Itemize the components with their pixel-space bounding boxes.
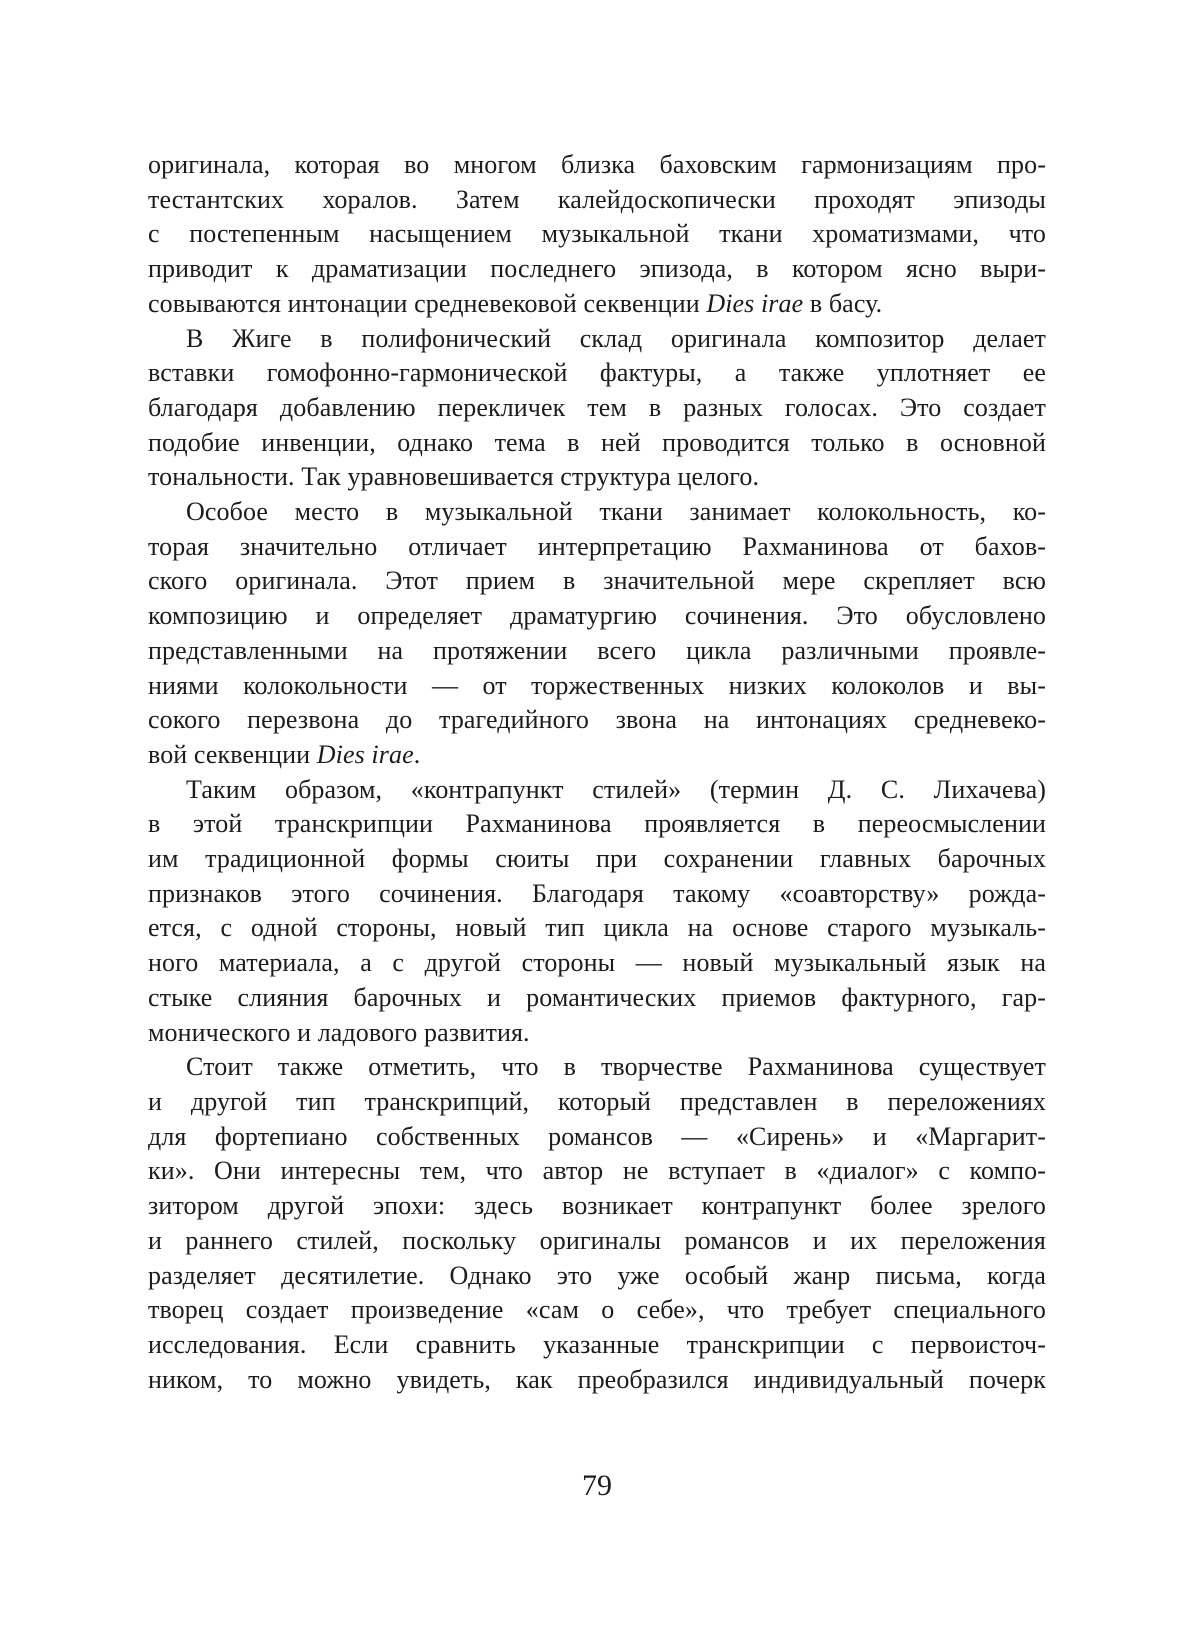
text-line: благодаря добавлению перекличек тем в разных голосах. Это создает [148, 392, 1046, 422]
text-line: Таким образом, «контрапункт стилей» (термин Д. С. Лихачева) [186, 774, 1046, 804]
text-line: признаков этого сочинения. Благодаря такому «соавторству» рожда- [148, 878, 1046, 908]
text-line: представленными на протяжении всего цикла различными проявле- [148, 635, 1046, 665]
text-line: подобие инвенции, однако тема в ней проводится только в основной [148, 427, 1046, 457]
dies-irae-italic: Dies irae [706, 288, 804, 318]
text-line: в этой транскрипции Рахманинова проявляется в переосмыслении [148, 809, 1046, 839]
text-line: ки». Они интересны тем, что автор не вступает в «диалог» с компо- [148, 1156, 1046, 1186]
text-column [148, 148, 1046, 1397]
text-segment: монического и ладового развития. [148, 1017, 530, 1047]
text-line: приводит к драматизации последнего эпизода, в котором ясно выри- [148, 254, 1046, 284]
text-line: разделяет десятилетие. Однако это уже особый жанр письма, когда [148, 1260, 1046, 1290]
paragraph-5 [148, 1050, 1046, 1397]
text-line: им традиционной формы сюиты при сохранении главных барочных [148, 844, 1046, 874]
text-line: исследования. Если сравнить указанные транскрипции с первоисточ- [148, 1329, 1046, 1359]
text-line: для фортепиано собственных романсов — «Сирень» и «Маргарит- [148, 1121, 1046, 1151]
text-segment: ником, то можно увидеть, как преобразился индивидуальный почерк [148, 1364, 1046, 1394]
text-line: В Жиге в полифонический склад оригинала композитор делает [186, 323, 1046, 353]
text-line: с постепенным насыщением музыкальной ткани хроматизмами, что [148, 219, 1046, 249]
text-line: сокого перезвона до трагедийного звона на интонациях средневеко- [148, 705, 1046, 735]
text-line [148, 287, 1046, 322]
text-segment: тональности. Так уравновешивается структура целого. [148, 462, 760, 492]
text-line: композицию и определяет драматургию сочинения. Это обусловлено [148, 601, 1046, 631]
paragraph-2 [148, 322, 1046, 496]
text-line: Особое место в музыкальной ткани занимает колокольность, ко- [186, 497, 1046, 527]
text-segment: . [413, 739, 421, 769]
text-line: творец создает произведение «сам о себе», что требует специального [148, 1295, 1046, 1325]
text-line: стыке слияния барочных и романтических приемов фактурного, гар- [148, 982, 1046, 1012]
text-line: торая значительно отличает интерпретацию Рахманинова от бахов- [148, 531, 1046, 561]
text-line: вставки гомофонно-гармонической фактуры, а также уплотняет ее [148, 358, 1046, 388]
text-line: оригинала, которая во многом близка баховским гармонизациям про- [148, 150, 1046, 179]
text-line: Стоит также отметить, что в творчестве Рахманинова существует [186, 1052, 1046, 1082]
text-line: ниями колокольности — от торжественных низких колоколов и вы- [148, 670, 1046, 700]
text-segment: в басу. [803, 288, 883, 318]
text-line: ется, с одной стороны, новый тип цикла на основе старого музыкаль- [148, 913, 1046, 943]
text-line [148, 460, 1046, 495]
paragraph-1 [148, 148, 1046, 322]
text-line [148, 1363, 1046, 1398]
text-line: тестантских хоралов. Затем калейдоскопически проходят эпизоды [148, 184, 1046, 214]
text-segment: вой секвенции [148, 739, 317, 769]
text-line: зитором другой эпохи: здесь возникает контрапункт более зрелого [148, 1191, 1046, 1221]
text-line: и другой тип транскрипций, который представлен в переложениях [148, 1086, 1046, 1116]
page-number: 79 [582, 1469, 612, 1502]
dies-irae-italic: Dies irae [316, 739, 414, 769]
paragraph-3 [148, 495, 1046, 773]
text-line [148, 738, 1046, 773]
text-line: ского оригинала. Этот прием в значительной мере скрепляет всю [148, 566, 1046, 596]
text-segment: совываются интонации средневековой секвенции [148, 288, 707, 318]
text-line: ного материала, а с другой стороны — новый музыкальный язык на [148, 948, 1046, 978]
text-line [148, 1016, 1046, 1051]
page-footer [148, 1468, 1046, 1504]
paragraph-4 [148, 773, 1046, 1051]
text-line: и раннего стилей, поскольку оригиналы романсов и их переложения [148, 1225, 1046, 1255]
